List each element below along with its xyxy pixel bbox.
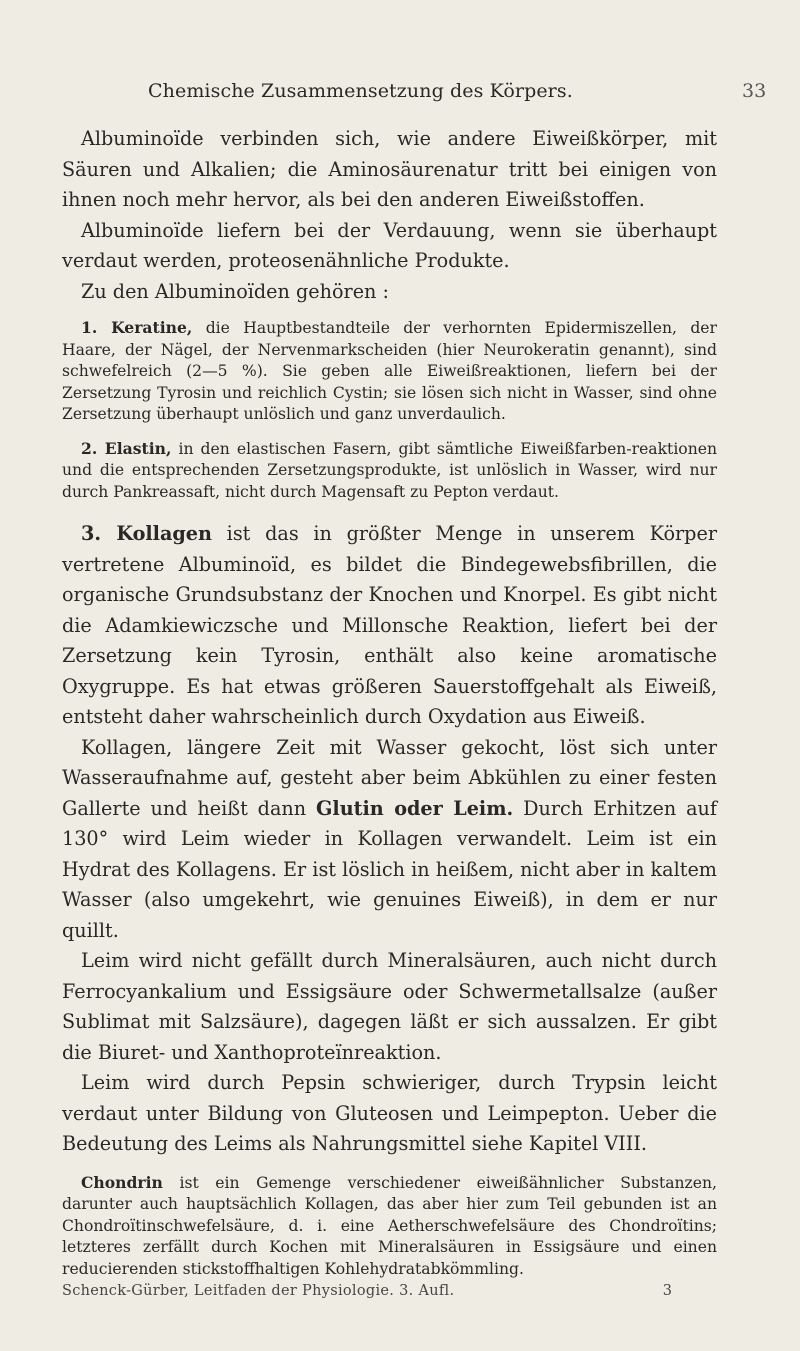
page-footer	[62, 1283, 672, 1305]
running-head: Chemische Zusammensetzung des Körpers.	[148, 80, 573, 102]
term-elastin: 2. Elastin,	[81, 438, 172, 458]
term-keratine: 1. Keratine,	[81, 318, 193, 337]
paragraph-leim: Kollagen, längere Zeit mit Wasser gekocht, löst sich unter Wasseraufnahme auf, gesteht aber beim Abkühlen zu einer festen Gallerte und heißt dann Glutin oder Leim. Durch Erhitzen auf 130° wird Leim wieder in Kollagen verwandelt. Leim ist ein Hydrat des Kollagens. Er ist löslich in heißem, nicht aber in kaltem Wasser (also umgekehrt, wie genuines Eiweiß), in dem er nur quillt.	[62, 735, 718, 942]
paragraph-chondrin: Chondrin ist ein Gemenge verschiedener eiweißähnlicher Substanzen, darunter auch hauptsächlich Kollagen, das aber hier zum Teil gebunden ist an Chondroïtinschwefelsäure, d. i. eine Aetherschwefelsäure des Chondroïtins; letzteres zerfällt durch Kochen mit Mineralsäuren in Essigsäure und einen reducierenden stickstoffhaltigen Kohlehydratabkömmling.	[62, 1172, 717, 1278]
page-header	[0, 80, 800, 110]
body-text	[62, 124, 717, 1280]
paragraph-albuminoide-verdauung: Albuminoïde liefern bei der Verdauung, wenn sie überhaupt verdaut werden, proteosenähnliche Produkte.	[62, 218, 717, 272]
footer-signature: Schenck-Gürber, Leitfaden der Physiologie. 3. Aufl.	[62, 1283, 455, 1299]
paragraph-list-intro: Zu den Albuminoïden gehören :	[81, 279, 389, 303]
page-number: 33	[742, 80, 767, 102]
term-chondrin: Chondrin	[81, 1172, 163, 1192]
paragraph-leim-faellung: Leim wird nicht gefällt durch Mineralsäuren, auch nicht durch Ferrocyankalium und Essigsäure oder Schwermetallsalze (außer Sublimat mit Salzsäure), dagegen läßt er sich aussalzen. Er gibt die Biuret- und Xanthoproteïnreaktion.	[62, 949, 717, 1064]
term-kollagen: 3. Kollagen	[81, 522, 212, 545]
paragraph-albuminoide-intro: Albuminoïde verbinden sich, wie andere Eiweißkörper, mit Säuren und Alkalien; die Aminosäurenatur tritt bei einigen von ihnen noch mehr hervor, als bei den anderen Eiweißstoffen.	[62, 127, 717, 211]
footer-sheet-number: 3	[662, 1283, 672, 1299]
term-glutin-leim: Glutin oder Leim.	[316, 796, 514, 820]
paragraph-kollagen: 3. Kollagen ist das in größter Menge in unserem Körper vertretene Albuminoïd, es bildet die Bindegewebsfibrillen, die organische Grundsubstanz der Knochen und Knorpel. Es gibt nicht die Adamkiewiczsche und Millonsche Reaktion, liefert bei der Zersetzung kein Tyrosin, enthält also keine aromatische Oxygruppe. Es hat etwas größeren Sauerstoffgehalt als Eiweiß, entsteht daher wahrscheinlich durch Oxydation aus Eiweiß.	[62, 522, 717, 728]
paragraph-keratine: 1. Keratine, die Hauptbestandteile der verhornten Epidermiszellen, der Haare, der Nägel, der Nervenmarkscheiden (hier Neurokeratin genannt), sind schwefelreich (2—5 %). Sie geben alle Eiweißreaktionen, liefern bei der Zersetzung Tyrosin und reichlich Cystin; sie lösen sich nicht in Wasser, sind ohne Zersetzung überhaupt unlöslich und ganz unverdaulich.	[62, 318, 717, 423]
paragraph-leim-verdauung: Leim wird durch Pepsin schwieriger, durch Trypsin leicht verdaut unter Bildung von Gluteosen und Leimpepton. Ueber die Bedeutung des Leims als Nahrungsmittel siehe Kapitel VIII.	[62, 1071, 717, 1155]
paragraph-elastin: 2. Elastin, in den elastischen Fasern, gibt sämtliche Eiweißfarben-reaktionen und die entsprechenden Zersetzungsprodukte, ist unlöslich in Wasser, wird nur durch Pankreassaft, nicht durch Magensaft zu Pepton verdaut.	[62, 438, 718, 501]
